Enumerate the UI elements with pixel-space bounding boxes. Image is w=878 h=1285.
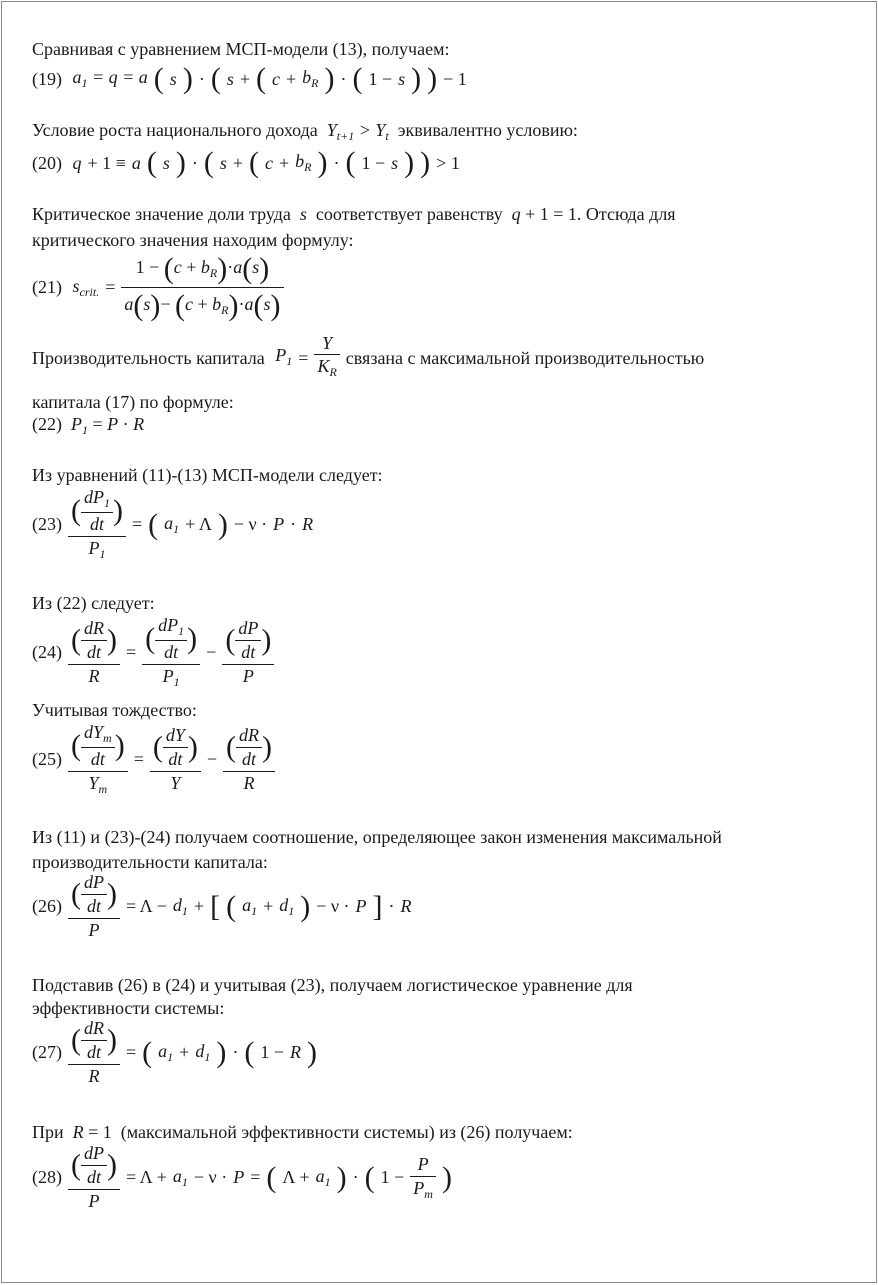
text-line: Из уравнений (11)-(13) МСП-модели следует: [32, 465, 383, 485]
equation-27: (27) ( $\frac{dR}{dt}$ ) R = ( $a_1$ + $d_1$ ) · ( 1 − R ) [32, 1018, 317, 1086]
text-line: При R = 1 (максимальной эффективности системы) из (26) получаем: [32, 1122, 573, 1142]
equation-23: (23) ( $\frac{dP_1}{dt}$ ) $P_1$ = ( $a_1$ + Λ ) − ν · P · R [32, 487, 314, 561]
equation-number: (26) [32, 896, 62, 916]
equation-number: (19) [32, 68, 62, 89]
text-line: эффективности системы: [32, 998, 225, 1018]
text-line: капитала (17) по формуле: [32, 392, 234, 412]
equation-number: (25) [32, 749, 62, 769]
text-line: Подставив (26) в (24) и учитывая (23), получаем логистическое уравнение для [32, 975, 633, 995]
equation-24: (24) ( $\frac{dR}{dt}$ ) R = ( $\frac{dP_1}{dt}$ ) $P_1$ − ( $\frac{dP}{dt}$ ) P [32, 615, 274, 690]
equation-number: (28) [32, 1167, 62, 1187]
text-line: Сравнивая с уравнением МСП-модели (13), получаем: [32, 39, 450, 59]
text-line: Критическое значение доли труда s соответствует равенству q + 1 = 1. Отсюда для [32, 204, 676, 224]
equation-21: (21) $s_{crit.}$ = $\frac{1 - (c + b_R)\cdot a(s)}{a(s)- (c + b_R)\cdot a(s)}$ [32, 252, 284, 323]
equation-28: (28) ( $\frac{dP}{dt}$ ) P = Λ + $a_1$ − ν · P = ( Λ + $a_1$ ) · ( 1 − $\frac{P}{P_m}$ ) [32, 1143, 452, 1211]
equation-number: (20) [32, 152, 62, 173]
equation-25: (25) ( $\frac{dY_m}{dt}$ ) $Y_m$ = ( $\frac{dY}{dt}$ ) Y − ( $\frac{dR}{dt}$ ) R [32, 722, 275, 797]
equation-number: (27) [32, 1042, 62, 1062]
text-line: Производительность капитала $P_1$ = $\frac{Y}{K_R}$ связана с максимальной производительностью [32, 333, 705, 379]
equation-26: (26) ( $\frac{dP}{dt}$ ) P = Λ − $d_1$ + [ ( $a_1$ + $d_1$ ) − ν · P ] · R [32, 872, 412, 940]
text-line: критического значения находим формулу: [32, 230, 354, 250]
equation-20: (20) q + 1 ≡ a ( s ) · ( s + ( c + $b_R$ ) · ( 1 − s ) ) > 1 [32, 146, 460, 179]
equation-22: (22) $P_1 = P \cdot R$ [32, 414, 145, 437]
text-line: производительности капитала: [32, 852, 268, 872]
text-line: Учитывая тождество: [32, 700, 197, 720]
equation-19: (19) $a_1 = q = a$ ( s ) · ( s + ( c + $b_R$ ) · ( 1 − s ) ) − 1 [32, 62, 467, 95]
equation-number: (24) [32, 642, 62, 662]
text-line: Из (11) и (23)-(24) получаем соотношение, определяющее закон изменения максимальной [32, 827, 722, 847]
text-line: Условие роста национального дохода $Y_{t+1} > Y_t$ эквивалентно условию: [32, 120, 578, 143]
text-line: Из (22) следует: [32, 593, 155, 613]
equation-number: (22) [32, 414, 62, 434]
equation-number: (21) [32, 277, 62, 297]
equation-number: (23) [32, 514, 62, 534]
